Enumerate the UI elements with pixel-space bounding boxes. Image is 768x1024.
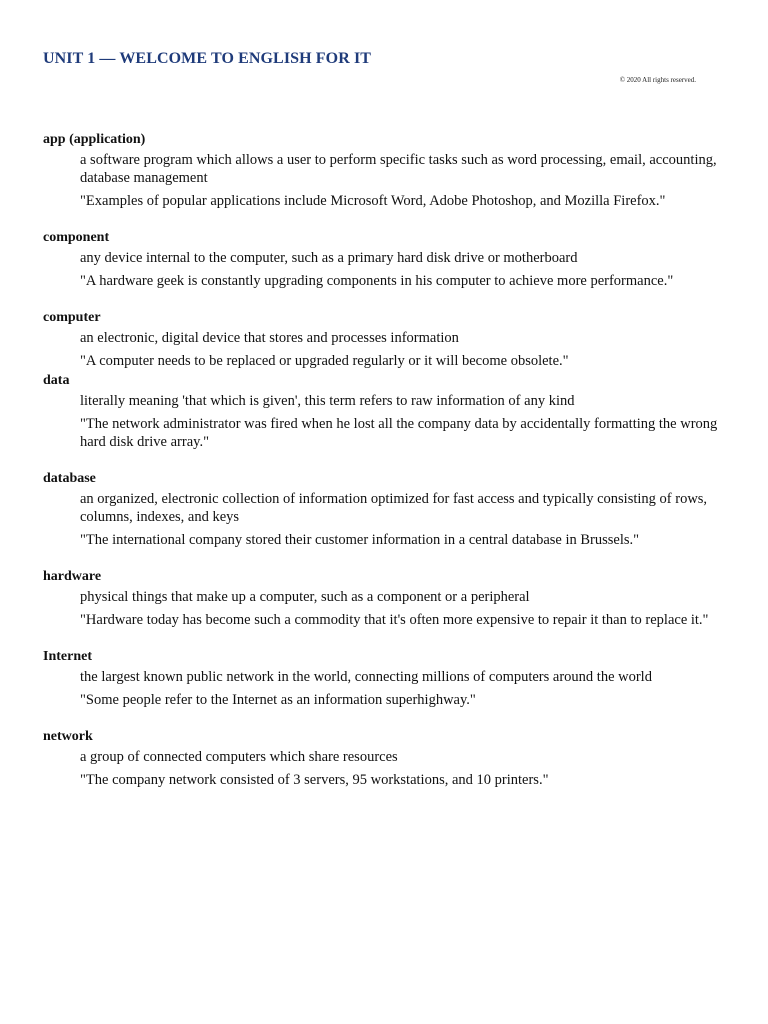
glossary-example: "A hardware geek is constantly upgrading components in his computer to achieve more performance." — [80, 273, 674, 289]
glossary-entry — [43, 470, 723, 549]
glossary-list — [43, 131, 723, 789]
glossary-entry — [43, 229, 723, 290]
glossary-term: hardware — [43, 569, 102, 584]
copyright-notice: © 2020 All rights reserved. — [619, 76, 696, 84]
glossary-example: "Hardware today has become such a commodity that it's often more expensive to repair it than to replace it." — [80, 612, 709, 628]
glossary-entry — [43, 372, 723, 451]
glossary-term: Internet — [43, 649, 92, 664]
glossary-example: "A computer needs to be replaced or upgraded regularly or it will become obsolete." — [80, 353, 569, 369]
glossary-definition: physical things that make up a computer, such as a component or a peripheral — [80, 589, 530, 605]
unit-title: UNIT 1 — WELCOME TO ENGLISH FOR IT — [43, 50, 372, 67]
glossary-example: "The network administrator was fired when he lost all the company data by accidentally formatting the wrong hard disk drive array." — [80, 416, 718, 450]
glossary-definition: any device internal to the computer, such as a primary hard disk drive or motherboard — [80, 250, 578, 266]
glossary-entry — [43, 728, 723, 789]
glossary-definition: literally meaning 'that which is given', this term refers to raw information of any kind — [80, 393, 575, 409]
glossary-example: "The company network consisted of 3 servers, 95 workstations, and 10 printers." — [80, 772, 549, 788]
glossary-term: data — [43, 373, 70, 388]
glossary-example: "The international company stored their customer information in a central database in Brussels." — [80, 532, 640, 548]
glossary-definition: an electronic, digital device that stores and processes information — [80, 330, 459, 346]
glossary-definition: a group of connected computers which share resources — [80, 749, 398, 765]
glossary-term: database — [43, 471, 96, 486]
glossary-entry — [43, 568, 723, 629]
glossary-example: "Some people refer to the Internet as an information superhighway." — [80, 692, 476, 708]
glossary-term: component — [43, 230, 110, 245]
glossary-term: computer — [43, 310, 101, 325]
glossary-entry — [43, 309, 723, 370]
glossary-definition: an organized, electronic collection of information optimized for fast access and typically consisting of rows, columns, indexes, and keys — [80, 491, 708, 525]
glossary-example: "Examples of popular applications include Microsoft Word, Adobe Photoshop, and Mozilla Firefox." — [80, 193, 666, 209]
glossary-term: app (application) — [43, 132, 146, 147]
glossary-entry — [43, 131, 723, 210]
glossary-definition: a software program which allows a user to perform specific tasks such as word processing, email, accounting, database management — [80, 152, 717, 186]
glossary-entry — [43, 648, 723, 709]
glossary-definition: the largest known public network in the world, connecting millions of computers around the world — [80, 669, 652, 685]
glossary-term: network — [43, 729, 93, 744]
